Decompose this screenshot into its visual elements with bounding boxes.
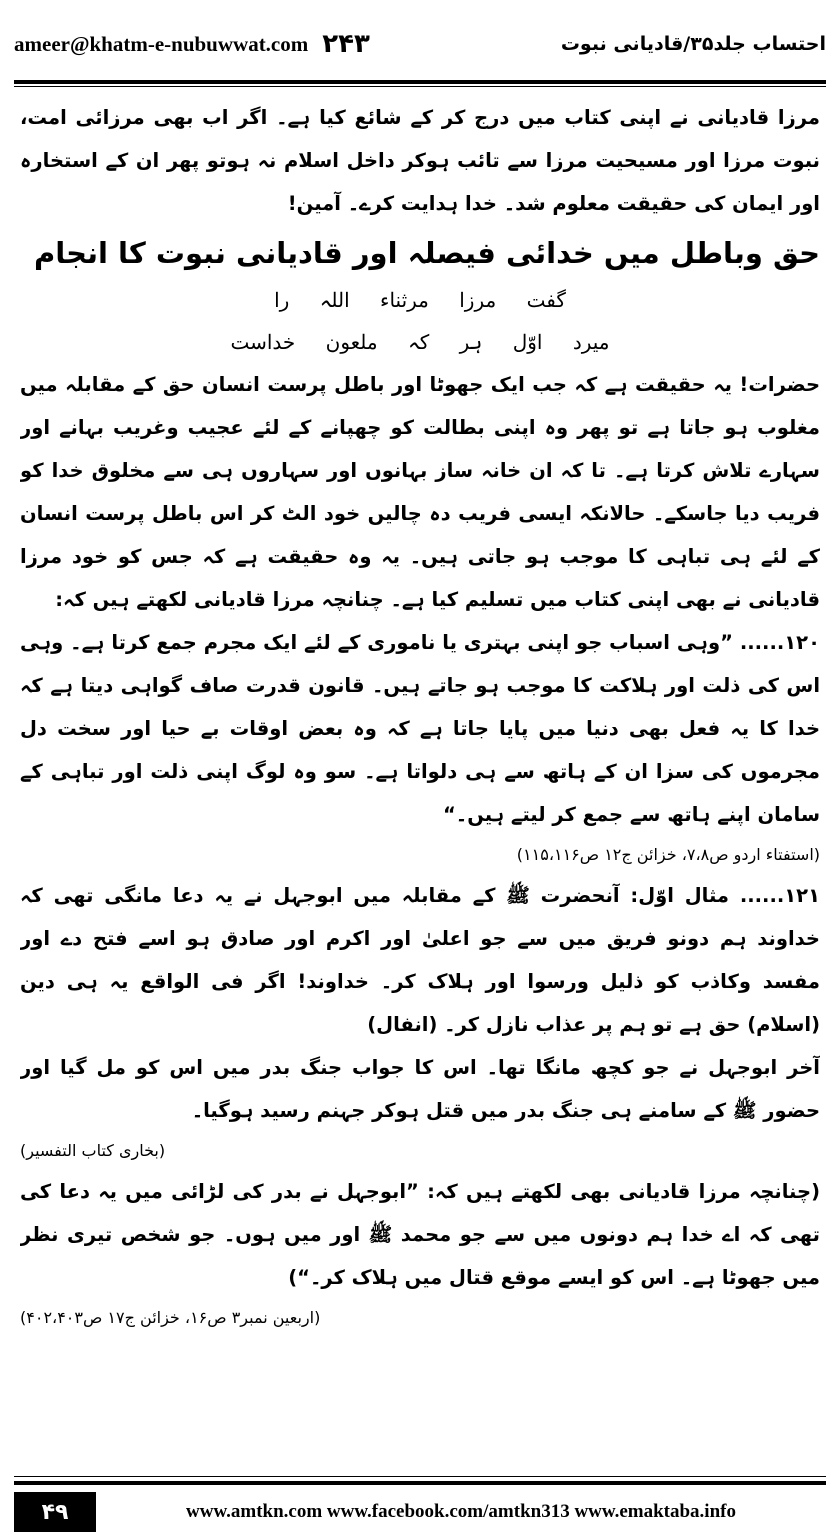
quote-120: ”وہی اسباب جو اپنی بہتری یا ناموری کے لئے ایک مجرم جمع کرتا ہے۔ وہی اس کی ذلت اور ہلاکت کا موجب ہو جاتے ہیں۔ قانون قدرت صاف گواہی دیتا ہے کہ خدا کا یہ فعل بھی دنیا میں پایا جاتا ہے کہ وہ بعض اوقات بے حیا اور سخت دل مجرموں کی سزا ان کے ہاتھ سے ہی دلواتا ہے۔ سو وہ لوگ اپنی ذلت اور تباہی کے سامان اپنے ہاتھ سے جمع کر لیتے ہیں۔“: [20, 631, 820, 826]
section-heading: حق وباطل میں خدائی فیصلہ اور قادیانی نبوت کا انجام: [34, 236, 820, 270]
footer-urls[interactable]: www.amtkn.com www.facebook.com/amtkn313 www.emaktaba.info: [186, 1501, 736, 1522]
verse-line-1: گفت مرزا مرثناء اللہ را: [274, 288, 566, 312]
footer-rule-thick: [14, 1481, 826, 1485]
header-left: [14, 29, 370, 59]
citation-bukhari: (بخاری کتاب التفسیر): [20, 1141, 166, 1160]
paragraph-120: [20, 621, 820, 836]
footer-page-number: ۴۹: [14, 1492, 96, 1532]
paragraph-intro: مرزا قادیانی نے اپنی کتاب میں درج کر کے شائع کیا ہے۔ اگر اب بھی مرزائی امت، نبوت مرزا اور مسیحیت مرزا سے تائب ہوکر داخل اسلام نہ ہوتو پھر ان کے استخارہ اور ایمان کی حقیقت معلوم شد۔ خدا ہدایت کرے۔ آمین!: [20, 106, 820, 215]
header-email[interactable]: ameer@khatm-e-nubuwwat.com: [14, 31, 309, 56]
paragraph-mirza-quote: (چنانچہ مرزا قادیانی بھی لکھتے ہیں کہ: ”ابوجہل نے بدر کی لڑائی میں یہ دعا کی تھی کہ اے خدا ہم دونوں میں سے جو محمد ﷺ اور میں ہوں۔ جو شخص تیری نظر میں جھوٹا ہے۔ اس کو ایسے موقع قتال میں ہلاک کر۔“): [20, 1180, 820, 1289]
footer-rule-thin: [14, 1476, 826, 1477]
paragraph-hazrat: حضرات! یہ حقیقت ہے کہ جب ایک جھوٹا اور باطل پرست انسان حق کے مقابلہ میں مغلوب ہو جاتا ہے تو پھر وہ اپنی بطالت کو چھپانے کے لئے عجیب وغریب بہانے اور سہارے تلاش کرتا ہے۔ تا کہ ان خانہ ساز بہانوں اور سہاروں ہی سے مخلوق خدا کو فریب دیا جاسکے۔ حالانکہ ایسی فریب دہ چالیں خود الٹ کر اس باطل پرست انسان کے لئے ہی تباہی کا موجب ہو جاتی ہیں۔ یہ وہ حقیقت ہے کہ جس کو خود مرزا قادیانی نے بھی اپنی کتاب میں تسلیم کیا ہے۔ چنانچہ مرزا قادیانی لکھتے ہیں کہ:: [20, 373, 820, 611]
citation-arbain: (اربعین نمبر۳ ص۱۶، خزائن ج۱۷ ص۴۰۲،۴۰۳): [20, 1308, 321, 1327]
item-number-121: ۱۲۱......: [739, 884, 820, 907]
header-rule-thin: [14, 86, 826, 87]
header-running-title: احتساب جلد۳۵/قادیانی نبوت: [560, 33, 826, 55]
item-number-120: ۱۲۰......: [739, 631, 820, 654]
page-header: [14, 8, 826, 80]
text-121: مثال اوّل: آنحضرت ﷺ کے مقابلہ میں ابوجہل نے یہ دعا مانگی تھی کہ خداوند ہم دونو فریق میں سے جو اعلیٰ اور اکرم اور صادق ہو اسے فتح دے اور مفسد وکاذب کو ذلیل ورسوا اور ہلاک کر۔ خداوند! اگر فی الواقع یہ ہی دین (اسلام) حق ہے تو ہم پر عذاب نازل کر۔ (انفال): [20, 884, 820, 1036]
paragraph-abu-jahl: آخر ابوجہل نے جو کچھ مانگا تھا۔ اس کا جواب جنگ بدر میں اس کو مل گیا اور حضور ﷺ کے سامنے ہی جنگ بدر میں قتل ہوکر جہنم رسید ہوگیا۔: [20, 1056, 820, 1122]
citation-istifta: (استفتاء اردو ص۷،۸، خزائن ج۱۲ ص۱۱۵،۱۱۶): [516, 845, 820, 864]
page-body: [20, 96, 820, 1430]
paragraph-121: [20, 874, 820, 1046]
page-footer: [14, 1490, 826, 1534]
verse-line-2: میرد اوّل ہر کہ ملعون خداست: [230, 330, 610, 354]
header-rule-thick: [14, 80, 826, 84]
header-page-number: ۲۴۳: [322, 29, 370, 59]
